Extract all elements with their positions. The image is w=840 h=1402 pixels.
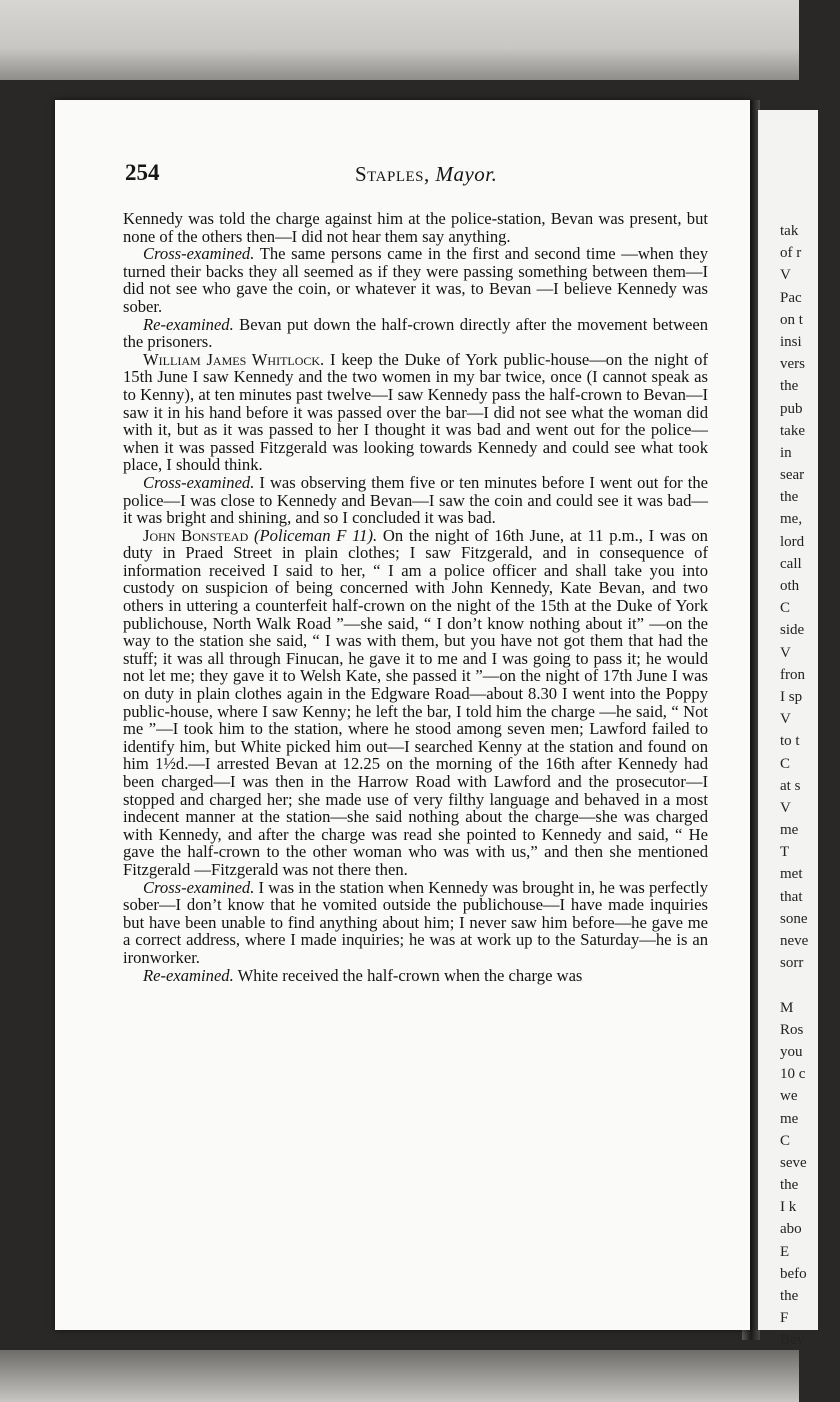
facing-page-fragment: fron [780,666,805,683]
book-page [55,100,750,1330]
facing-page-fragment: met [780,866,803,883]
running-head-title: Mayor. [435,162,498,186]
facing-page-fragment: sorr [780,955,804,972]
facing-page-fragment: V [780,711,791,728]
facing-page-fragment: C [780,600,791,617]
cross-examined-label: Cross-examined. [143,244,255,264]
facing-page-edge [758,110,818,1349]
facing-page-fragment: the [780,489,799,506]
facing-page-fragment: oth [780,578,800,594]
facing-page-fragment: I k [780,1199,797,1216]
facing-page-fragment: you [780,1043,803,1060]
facing-page-fragment: I sp [780,688,803,705]
facing-page-fragment: M [780,999,794,1016]
facing-page-fragment: T [780,844,790,861]
cross-examined-label: Cross-examined. [143,472,255,492]
witness-role: (Policeman F 11). [254,525,378,545]
facing-page-fragment: neve [780,933,809,949]
facing-page-fragment: the [780,378,799,395]
facing-page-fragment: of r [780,245,802,262]
facing-page-fragment [780,974,840,996]
facing-page-fragment: sone [780,910,808,927]
facing-page-fragment: C [780,755,791,772]
facing-page-fragment: we [780,1088,798,1105]
running-head-name: Staples, [355,162,430,186]
paragraph-5 [123,474,708,527]
paragraph-3-text: Bevan put down the half-crown directly after the movement between the prisoners. [123,314,708,352]
facing-page-fragment: call [780,555,802,572]
scan-bottom-margin [0,1350,799,1402]
facing-page-fragment: insi [780,333,802,350]
facing-page-fragment: the [780,1177,799,1194]
facing-page-fragment: seve [780,1154,807,1171]
paragraph-4 [123,351,708,474]
running-head [355,162,497,187]
facing-page-fragment: at s [780,777,801,794]
facing-page-fragment: me [780,1110,799,1127]
paragraph-4-text: I keep the Duke of York public-house—on the night of 15th June I saw Kennedy and the two women in my bar twice, once (I cannot speak as to Kenny), at ten minutes past twelve—I saw Kennedy pass the half-crown to Bevan—I saw it in his hand before it was passed over the bar—I did not see what the woman did with it, but as it was passed to her I thought it was bad and went out for the police—when it was passed Fitzgerald was looking towards Kennedy and could see what took place, I should think. [123,349,708,475]
facing-page-fragment: take [780,422,805,439]
paragraph-1 [123,210,708,245]
paragraph-2-text: The same persons came in the first and second time —when they turned their backs they all seemed as if they were passing something between them—I did not see who gave the coin, or whatever it was, to Bevan —I believe Kennedy was sober. [123,244,708,316]
re-examined-label: Re-examined. [143,314,234,334]
facing-page-fragment: abo [780,1221,802,1238]
paragraph-3 [123,316,708,351]
facing-page-fragment: F [780,1310,789,1327]
paragraph-7-text: I was in the station when Kennedy was brought in, he was perfectly sober—I don’t know that he vomited outside the publichouse—I have made inquiries but have been unable to find anything about him; I never saw him before—he gave me a correct address, where I made inquiries; he was at work up to the Saturday—he is an ironworker. [123,877,708,967]
page-body-text [123,210,708,984]
facing-page-fragment: to t [780,733,800,750]
facing-page-fragment: befo [780,1265,807,1282]
facing-page-fragment: me, [780,511,803,528]
facing-page-fragment: E [780,1243,790,1260]
witness-name: John Bonstead [143,525,249,545]
facing-page-fragment: tak [780,223,799,239]
facing-page-fragment: V [780,644,791,661]
cross-examined-label: Cross-examined. [143,877,255,897]
paragraph-8-text: White received the half-crown when the charge was [233,965,583,985]
paragraph-2 [123,245,708,315]
facing-page-fragment: V [780,799,791,816]
paragraph-6 [123,527,708,879]
facing-page-fragment: on t [780,311,803,328]
facing-page-fragment: Bev [780,1332,805,1349]
paragraph-1-text: Kennedy was told the charge against him at the police-station, Bevan was present, but none of the others then—I did not hear them say anything. [123,209,708,246]
paragraph-8 [123,967,708,985]
facing-page-fragment: sear [780,467,805,484]
facing-page-fragment: me [780,822,799,839]
facing-page-fragment: vers [780,356,805,373]
paragraph-5-text: I was observing them five or ten minutes before I went out for the police—I was close to Kennedy and Bevan—I saw the coin and could see it was bad—it was bright and shining, and so I concluded it was bad. [123,472,708,528]
facing-page-fragment: Pac [780,289,802,306]
facing-page-fragment: the [780,1288,799,1304]
facing-page-fragment: C [780,1132,791,1149]
scan-top-margin [0,0,799,80]
facing-page-fragment: pub [780,400,803,417]
page-number: 254 [125,160,160,185]
facing-page-fragment: in [780,444,792,461]
facing-page-fragment: that [780,888,803,905]
witness-name: William James Whitlock. [143,349,325,369]
facing-page-fragment: lord [780,533,805,550]
facing-page-fragment: 10 c [780,1066,806,1083]
re-examined-label: Re-examined. [143,965,234,985]
page-header [125,160,685,190]
paragraph-7 [123,879,708,967]
facing-page-text-fragments [780,220,840,1352]
facing-page-fragment: side [780,622,805,639]
facing-page-fragment: Ros [780,1021,804,1038]
paragraph-6-text: On the night of 16th June, at 11 p.m., I was on duty in Praed Street in plain clothes; I saw Fitzgerald, and in consequence of information received I said to her, “ I am a police officer and shall take you into custody on suspicion of being concerned with John Kennedy, Kate Bevan, and two others in uttering a counterfeit half-crown on the night of the 15th at the Duke of York publichouse, North Walk Road ”—she said, “ I don’t know nothing about it” —on the way to the station she said, “ I was with them, but you have not got them that had the stuff; it was all through Finucan, he gave it to me and I was going to pass it; he would not let me; they gave it to Welsh Kate, she passed it ”—on the night of 17th June I was on duty in plain clothes again in the Edgware Road—about 8.30 I went into the Poppy public-house, where I saw Kenny; he left the bar, I told him the charge —he said, “ Not me ”—I took him to the station, where he stood among seven men; Lawford failed to identify him, but White picked him out—I searched Kenny at the station and found on him 1½d.—I arrested Bevan at 12.25 on the morning of the 16th after Kennedy had been charged—I was then in the Harrow Road with Lawford and the prosecutor—I stopped and charged her; she made use of very filthy language and behaved in a most indecent manner at the station—she said nothing about the charge—she was charged with Kennedy, and after the charge was read she pointed to Kennedy and said, “ He gave the half-crown to the other woman who was with us,” and then she mentioned Fitzgerald —Fitzgerald was not there then. [123,525,708,879]
facing-page-fragment: V [780,267,791,284]
